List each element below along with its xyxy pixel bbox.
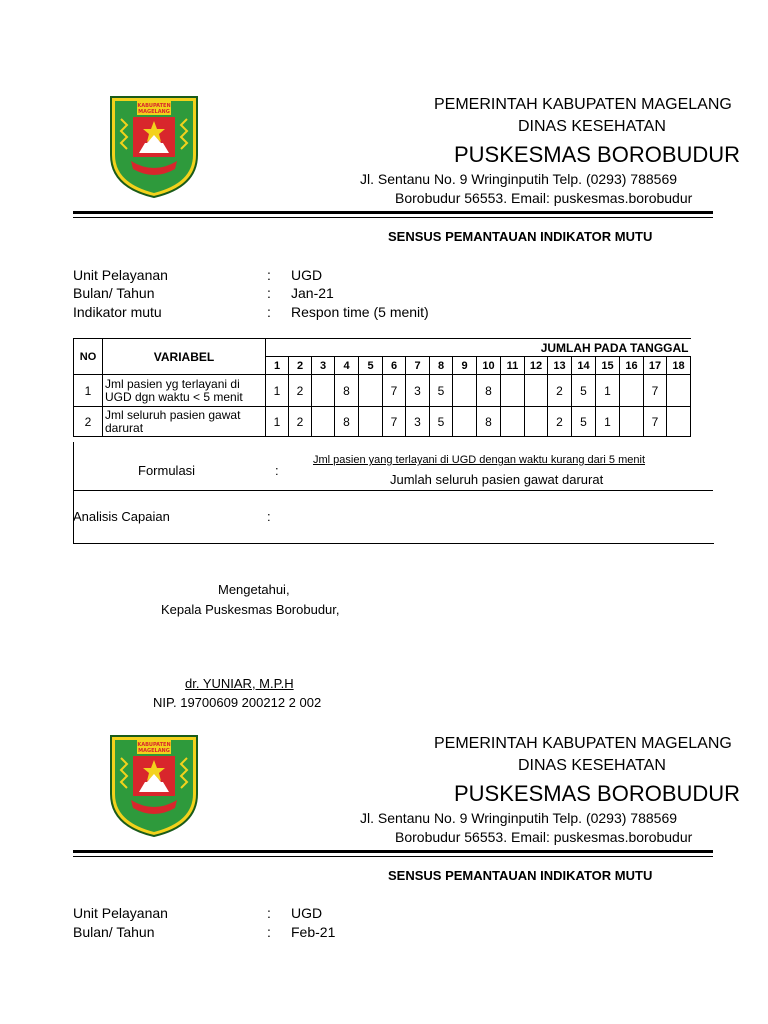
- indicator-label: Indikator mutu: [73, 304, 162, 320]
- day-header-12: 12: [525, 357, 548, 375]
- header-2-address-2: Borobudur 56553. Email: puskesmas.borobudur: [395, 829, 693, 845]
- header-2-rule-thick: [73, 850, 713, 853]
- day-value-cell: 7: [644, 407, 667, 437]
- day-header-9: 9: [453, 357, 477, 375]
- day-header-2: 2: [289, 357, 312, 375]
- formula-label: Formulasi: [138, 463, 196, 478]
- day-header-1: 1: [266, 357, 289, 375]
- unit-colon: :: [267, 267, 271, 283]
- variable-header: VARIABEL: [103, 339, 266, 375]
- day-header-4: 4: [335, 357, 359, 375]
- day-value-cell: [312, 407, 335, 437]
- month-2-value: Feb-21: [291, 924, 336, 940]
- day-value-cell: 2: [548, 407, 572, 437]
- unit-label: Unit Pelayanan: [73, 267, 168, 283]
- header-2-address-1: Jl. Sentanu No. 9 Wringinputih Telp. (0293) 788569: [360, 810, 678, 826]
- day-value-cell: 2: [289, 407, 312, 437]
- header-2-department: DINAS KESEHATAN: [518, 757, 666, 774]
- analysis-colon: :: [267, 509, 271, 524]
- day-header-6: 6: [383, 357, 406, 375]
- indicator-colon: :: [267, 304, 271, 320]
- header-rule-thin: [73, 217, 713, 218]
- day-header-5: 5: [359, 357, 383, 375]
- unit-2-colon: :: [267, 905, 271, 921]
- day-value-cell: 7: [383, 407, 406, 437]
- document-2-title: SENSUS PEMANTAUAN INDIKATOR MUTU: [388, 868, 653, 883]
- day-value-cell: 8: [477, 375, 501, 407]
- regency-emblem-logo: [109, 95, 199, 199]
- logo-text-2: MAGELANG: [138, 109, 170, 115]
- no-header: NO: [74, 339, 103, 375]
- date-group-header: [266, 339, 691, 357]
- row-variable: Jml pasien yg terlayani di UGD dgn waktu < 5 menit: [103, 375, 266, 407]
- day-value-cell: [312, 375, 335, 407]
- header-2-rule-thin: [73, 856, 713, 857]
- day-value-cell: 8: [335, 407, 359, 437]
- day-value-cell: 8: [477, 407, 501, 437]
- logo-2-text-2: MAGELANG: [138, 748, 170, 754]
- table-row: [74, 375, 691, 407]
- header-government: PEMERINTAH KABUPATEN MAGELANG: [434, 96, 732, 113]
- day-header-8: 8: [430, 357, 453, 375]
- day-header-14: 14: [572, 357, 596, 375]
- day-header-11: 11: [501, 357, 525, 375]
- signature-nip: NIP. 19700609 200212 2 002: [153, 695, 322, 710]
- day-value-cell: [667, 375, 691, 407]
- day-value-cell: 5: [572, 407, 596, 437]
- day-value-cell: [525, 375, 548, 407]
- unit-value: UGD: [291, 267, 323, 283]
- day-value-cell: 3: [406, 375, 430, 407]
- day-value-cell: [620, 375, 644, 407]
- day-header-16: 16: [620, 357, 644, 375]
- day-value-cell: 1: [596, 407, 620, 437]
- header-address-1: Jl. Sentanu No. 9 Wringinputih Telp. (0293) 788569: [360, 171, 678, 187]
- regency-emblem-logo-2: [109, 734, 199, 838]
- day-value-cell: 3: [406, 407, 430, 437]
- day-value-cell: [667, 407, 691, 437]
- day-header-17: 17: [644, 357, 667, 375]
- day-value-cell: 5: [430, 375, 453, 407]
- day-value-cell: [453, 375, 477, 407]
- day-header-13: 13: [548, 357, 572, 375]
- formula-numerator: Jml pasien yang terlayani di UGD dengan waktu kurang dari 5 menit: [313, 454, 646, 466]
- logo-text-1: KABUPATEN: [137, 103, 171, 109]
- month-2-label: Bulan/ Tahun: [73, 924, 155, 940]
- header-2-puskesmas: PUSKESMAS BOROBUDUR: [454, 781, 741, 806]
- document-title: SENSUS PEMANTAUAN INDIKATOR MUTU: [388, 229, 653, 244]
- day-value-cell: [501, 407, 525, 437]
- table-header-row-1: [74, 339, 691, 357]
- row-no: 2: [74, 407, 103, 437]
- day-value-cell: [620, 407, 644, 437]
- day-value-cell: 7: [644, 375, 667, 407]
- month-2-colon: :: [267, 924, 271, 940]
- header-address-2: Borobudur 56553. Email: puskesmas.borobudur: [395, 190, 693, 206]
- signature-position: Kepala Puskesmas Borobudur,: [161, 602, 340, 617]
- header-puskesmas: PUSKESMAS BOROBUDUR: [454, 142, 741, 167]
- day-header-3: 3: [312, 357, 335, 375]
- day-value-cell: 7: [383, 375, 406, 407]
- row-no: 1: [74, 375, 103, 407]
- day-value-cell: 2: [289, 375, 312, 407]
- day-value-cell: 5: [430, 407, 453, 437]
- day-value-cell: 1: [266, 375, 289, 407]
- day-value-cell: [359, 375, 383, 407]
- day-value-cell: [359, 407, 383, 437]
- unit-2-value: UGD: [291, 905, 323, 921]
- day-value-cell: 1: [596, 375, 620, 407]
- formula-denominator: Jumlah seluruh pasien gawat darurat: [390, 472, 604, 487]
- formula-divider: [73, 490, 713, 491]
- formula-colon: :: [275, 463, 279, 478]
- day-header-7: 7: [406, 357, 430, 375]
- day-value-cell: [453, 407, 477, 437]
- signature-name: dr. YUNIAR, M.P.H: [185, 676, 294, 691]
- header-2-government: PEMERINTAH KABUPATEN MAGELANG: [434, 735, 732, 752]
- signature-ack: Mengetahui,: [218, 582, 290, 597]
- day-value-cell: [525, 407, 548, 437]
- day-value-cell: 5: [572, 375, 596, 407]
- day-value-cell: [501, 375, 525, 407]
- day-value-cell: 2: [548, 375, 572, 407]
- unit-2-label: Unit Pelayanan: [73, 905, 168, 921]
- header-department: DINAS KESEHATAN: [518, 118, 666, 135]
- day-header-15: 15: [596, 357, 620, 375]
- table-row: [74, 407, 691, 437]
- month-label: Bulan/ Tahun: [73, 285, 155, 301]
- analysis-label: Analisis Capaian: [73, 509, 170, 524]
- row-variable: Jml seluruh pasien gawat darurat: [103, 407, 266, 437]
- date-group-label: JUMLAH PADA TANGGAL: [540, 340, 689, 355]
- day-header-10: 10: [477, 357, 501, 375]
- logo-2-text-1: KABUPATEN: [137, 742, 171, 748]
- day-header-18: 18: [667, 357, 691, 375]
- header-rule-thick: [73, 211, 713, 214]
- day-value-cell: 1: [266, 407, 289, 437]
- indicator-value: Respon time (5 menit): [291, 304, 429, 320]
- month-colon: :: [267, 285, 271, 301]
- indicator-table: [73, 338, 691, 437]
- day-value-cell: 8: [335, 375, 359, 407]
- month-value: Jan-21: [291, 285, 334, 301]
